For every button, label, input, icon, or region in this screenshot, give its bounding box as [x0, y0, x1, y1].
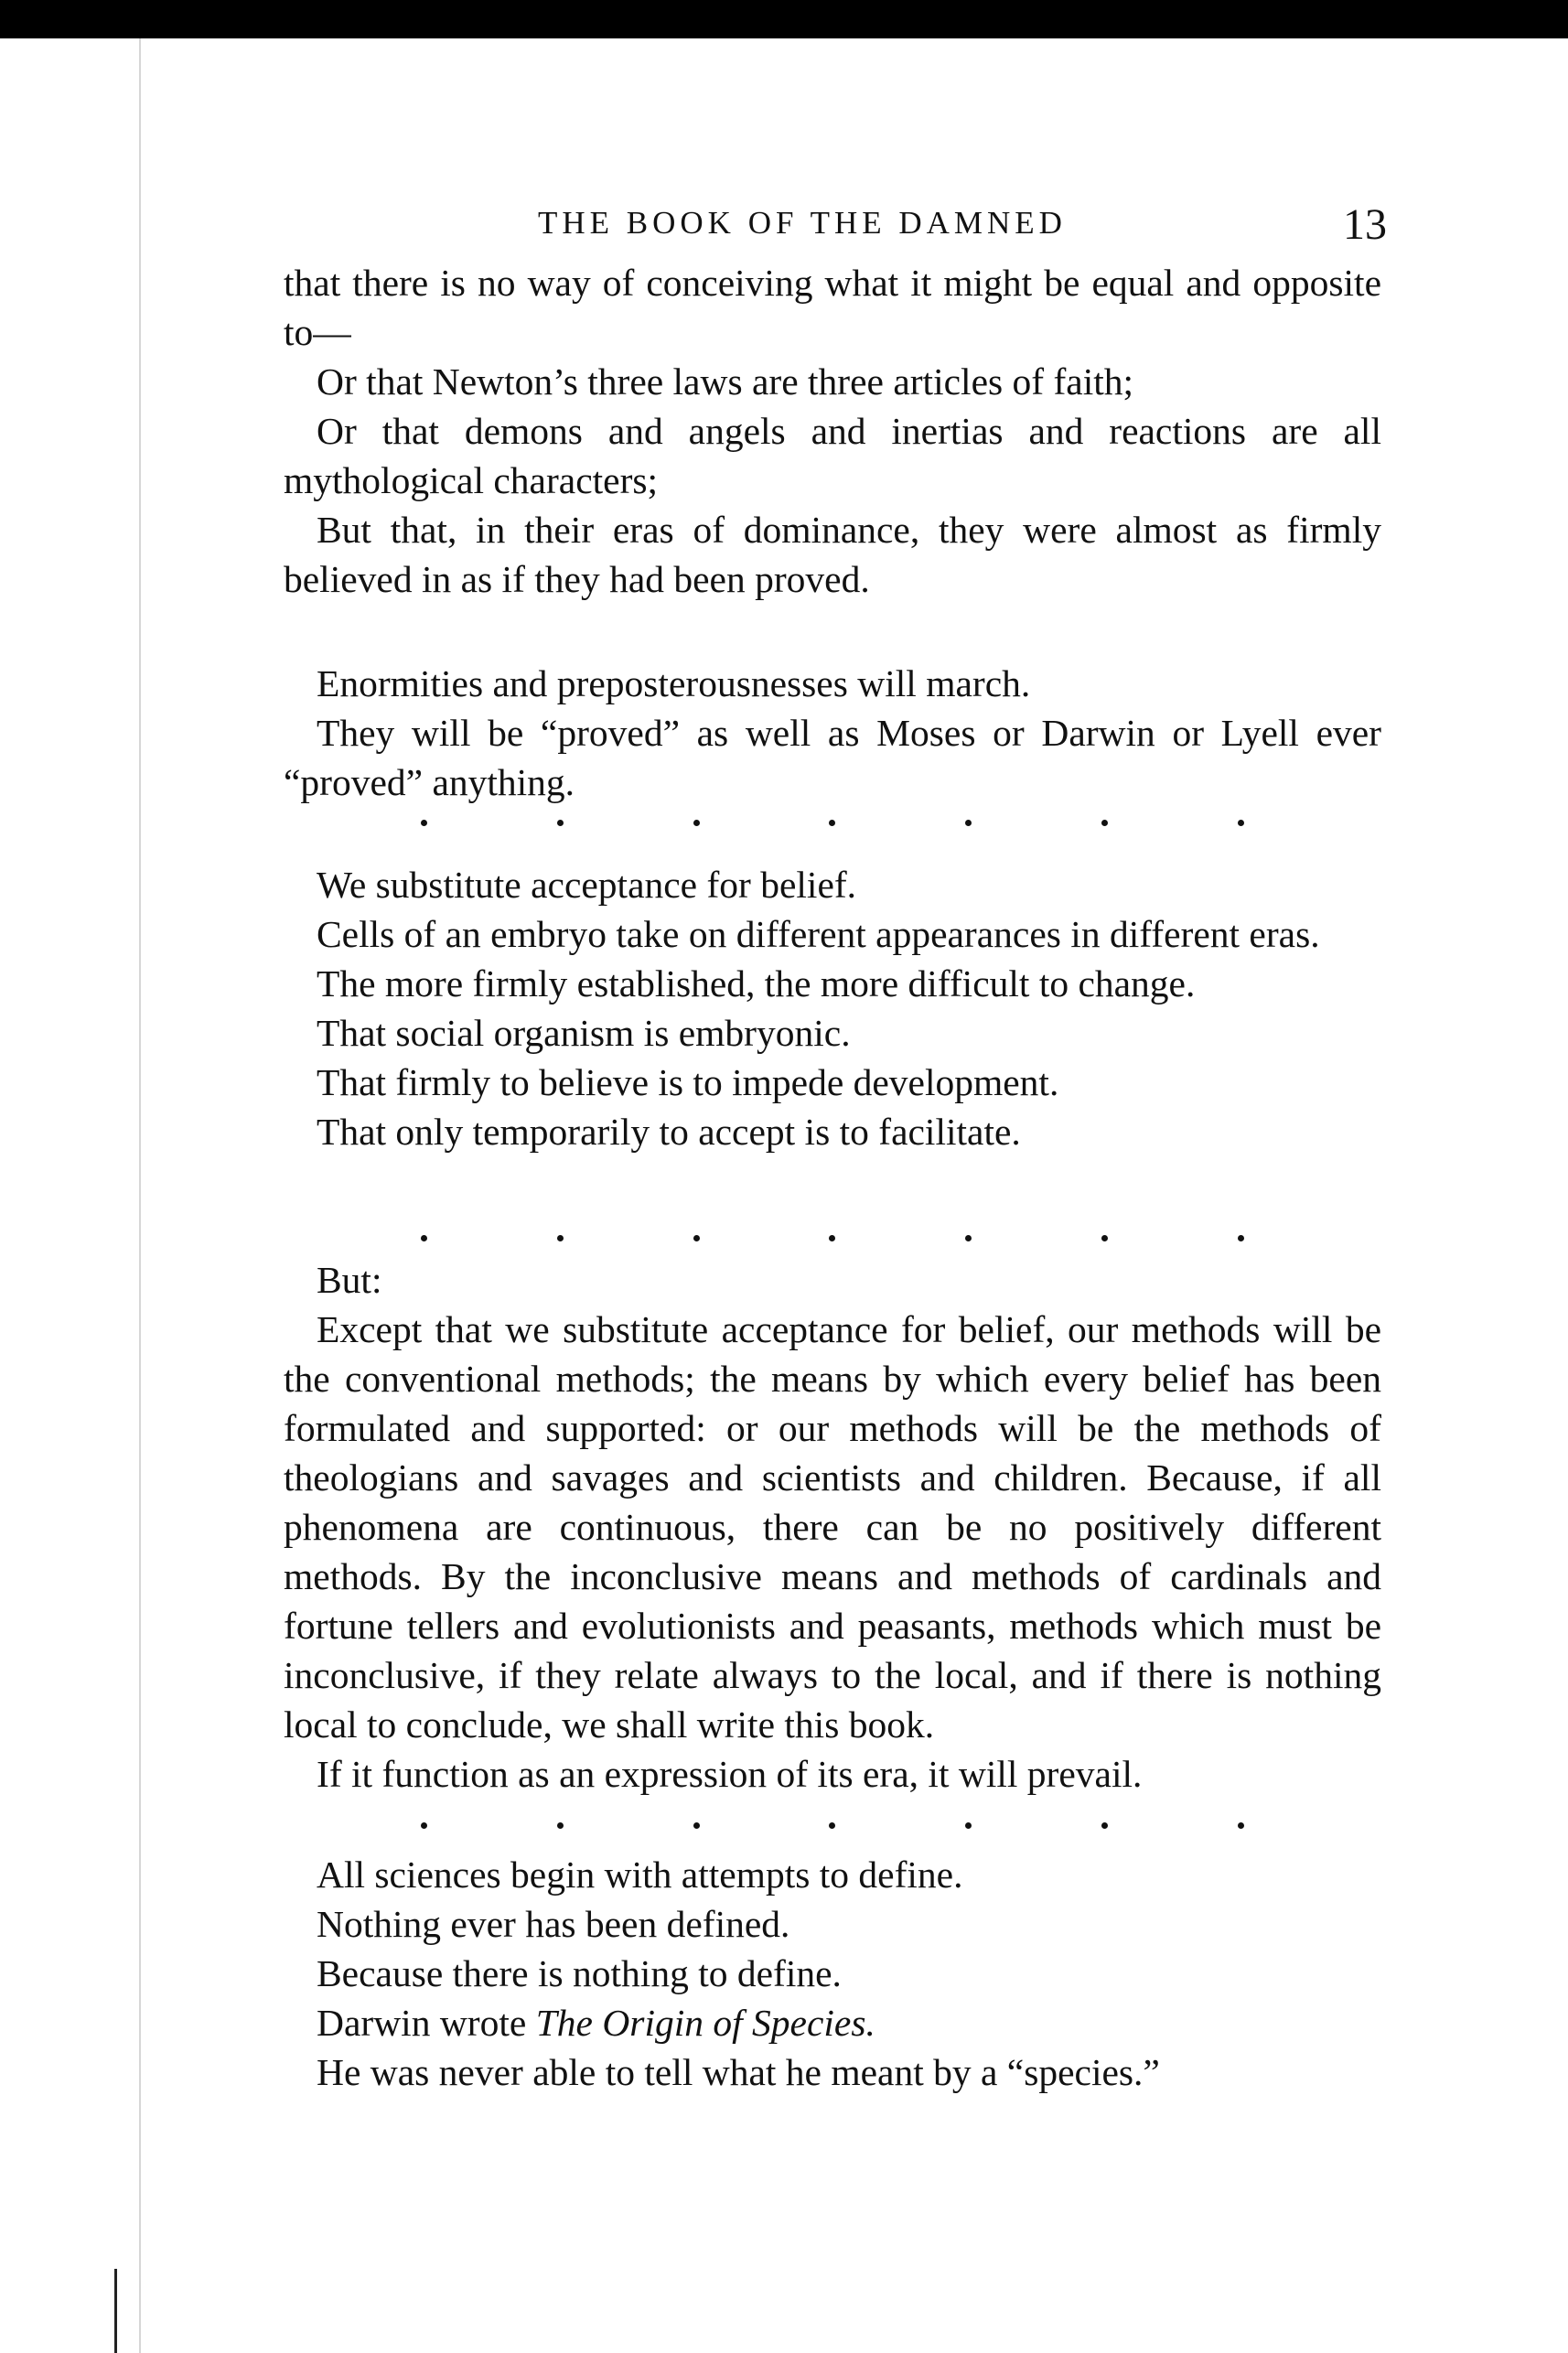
paragraph: Or that demons and angels and inertias and reactions are all mythological characters; [284, 410, 1381, 501]
section-4 [284, 1255, 1381, 1799]
paragraph: That only temporarily to accept is to facilitate. [317, 1111, 1021, 1153]
section-break-dots [421, 1822, 1244, 1841]
paragraph: That firmly to believe is to impede development. [317, 1061, 1059, 1103]
dot [1101, 1235, 1108, 1241]
paragraph: The more firmly established, the more difficult to change. [317, 962, 1196, 1005]
dot [557, 1822, 564, 1829]
paragraph: Because there is nothing to define. [317, 1952, 842, 1994]
paragraph: But: [317, 1259, 382, 1301]
dot [829, 1235, 835, 1241]
paragraph: But that, in their eras of dominance, they were almost as firmly believed in as if they had been proved. [284, 509, 1381, 600]
dot [1101, 820, 1108, 826]
paragraph: Nothing ever has been defined. [317, 1903, 790, 1945]
dot [421, 1235, 427, 1241]
scan-gutter-line [139, 38, 141, 2353]
dot [1238, 1235, 1244, 1241]
book-title: The Origin of Species. [535, 2002, 875, 2044]
scan-top-border [0, 0, 1568, 38]
paragraph: Except that we substitute acceptance for belief, our methods will be the conventional methods; the means by which every belief has been formulated and supported: or our methods will be the methods of theologians and savages and scientists and children. Because, if all phenomena are continuous, there can be no positively different methods. By the inconclusive means and methods of cardinals and fortune tellers and evolutionists and peasants, methods which must be inconclusive, if they relate always to the local, and if there is nothing local to conclude, we shall write this book. [284, 1308, 1381, 1746]
paragraph [284, 1998, 1381, 2047]
dot [965, 1822, 972, 1829]
paragraph: They will be “proved” as well as Moses or Darwin or Lyell ever “proved” anything. [284, 712, 1381, 803]
dot [557, 820, 564, 826]
section-5 [284, 1850, 1381, 2097]
section-3 [284, 860, 1381, 1156]
paragraph: He was never able to tell what he meant by a “species.” [317, 2051, 1160, 2093]
section-break-dots [421, 1235, 1244, 1253]
paragraph: That social organism is embryonic. [317, 1012, 851, 1054]
dot [829, 820, 835, 826]
paragraph: If it function as an expression of its era, it will prevail. [317, 1753, 1143, 1795]
section-break-dots [421, 820, 1244, 838]
scan-gutter-mark [114, 2269, 117, 2353]
dot [1101, 1822, 1108, 1829]
dot [557, 1235, 564, 1241]
paragraph: Enormities and preposterousnesses will march. [317, 662, 1031, 704]
dot [965, 1235, 972, 1241]
section-2 [284, 659, 1381, 807]
dot [965, 820, 972, 826]
section-1 [284, 258, 1381, 604]
dot [693, 820, 700, 826]
paragraph: All sciences begin with attempts to define. [317, 1853, 963, 1896]
paragraph: that there is no way of conceiving what it might be equal and opposite to— [284, 262, 1381, 353]
paragraph: We substitute acceptance for belief. [317, 864, 857, 906]
paragraph: Cells of an embryo take on different appearances in different eras. [317, 913, 1320, 955]
dot [693, 1822, 700, 1829]
page-number: 13 [1343, 200, 1387, 249]
dot [421, 1822, 427, 1829]
dot [1238, 1822, 1244, 1829]
dot [421, 820, 427, 826]
paragraph: Or that Newton’s three laws are three articles of faith; [317, 360, 1134, 403]
running-title: THE BOOK OF THE DAMNED [538, 205, 1067, 241]
text-prefix: Darwin wrote [317, 2002, 536, 2044]
dot [693, 1235, 700, 1241]
dot [1238, 820, 1244, 826]
dot [829, 1822, 835, 1829]
